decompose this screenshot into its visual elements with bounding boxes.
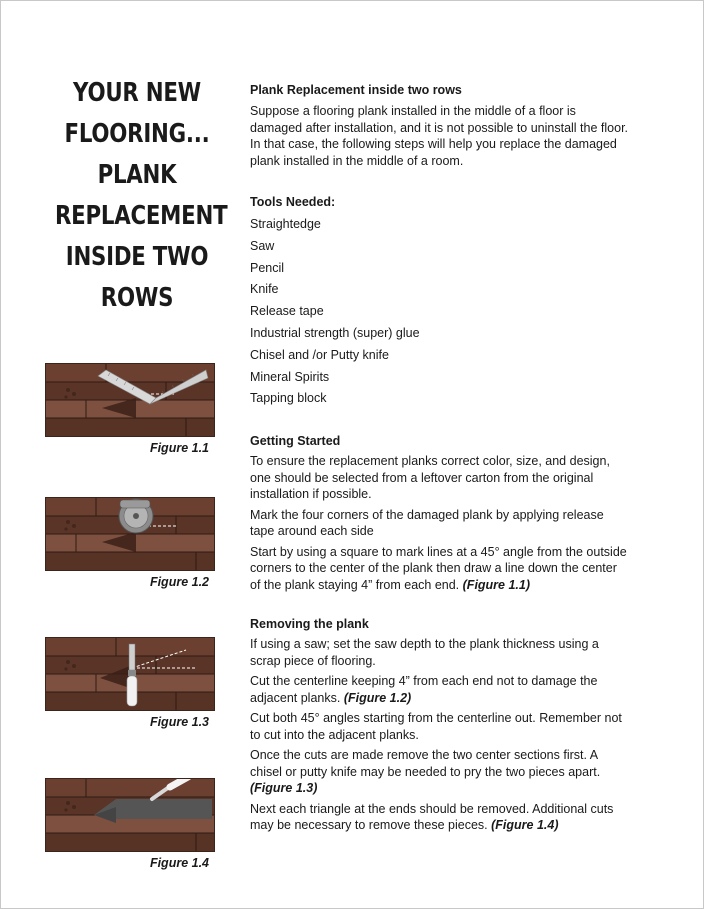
removing-paragraph: Cut both 45° angles starting from the centerline out. Remember not to cut into the adjacent planks. (250, 711, 622, 742)
getting-started-paragraph: Mark the four corners of the damaged plank by applying release tape around each side (250, 507, 604, 539)
removing-paragraph (250, 673, 630, 706)
sidebar (1, 1, 241, 908)
removing-paragraph: If using a saw; set the saw depth to the plank thickness using a scrap piece of flooring. (250, 637, 599, 668)
intro-paragraph: Suppose a flooring plank installed in the middle of a floor is damaged after installation, and it is not possible to uninstall the floor. In that case, the following steps will help you replace the damaged plank installed in the middle of a room. (250, 104, 629, 168)
tools-section (250, 193, 630, 410)
wood-floor-chisel-illustration (46, 638, 214, 710)
removing-paragraph (250, 801, 630, 834)
tool-item: Release tape (250, 304, 324, 319)
title-line: REPLACEMENT (55, 201, 228, 231)
tool-item: Mineral Spirits (250, 369, 330, 384)
wood-floor-saw-illustration (46, 498, 214, 570)
tool-item: Straightedge (250, 217, 321, 231)
paragraph-text: Start by using a square to mark lines at a 45° angle from the outside corners to the center of the plank then draw a line down the center of the plank staying 4” from each end. (250, 544, 627, 592)
getting-started-section (250, 432, 630, 593)
figure-image (45, 363, 215, 437)
tool-item: Saw (250, 238, 275, 253)
figure-image (45, 497, 215, 571)
figure-reference: (Figure 1.3) (250, 781, 318, 796)
figure-caption: Figure 1.4 (149, 856, 209, 870)
removing-heading: Removing the plank (250, 617, 369, 632)
wood-floor-putty-knife-illustration (46, 779, 214, 851)
section-heading: Plank Replacement inside two rows (250, 83, 462, 97)
tool-item: Chisel and /or Putty knife (250, 347, 389, 362)
figure-1-2 (45, 497, 215, 589)
paragraph-text: Cut the centerline keeping 4” from each end not to damage the adjacent planks. (250, 674, 598, 705)
paragraph-text: Once the cuts are made remove the two center sections first. A chisel or putty knife may be needed to pry the two pieces apart. (250, 748, 601, 779)
tool-item: Pencil (250, 260, 285, 275)
tools-heading: Tools Needed: (250, 195, 336, 209)
figure-1-3 (45, 637, 215, 729)
tool-item: Tapping block (250, 391, 327, 406)
title-line: ROWS (100, 283, 174, 313)
title-line: INSIDE TWO (65, 242, 209, 272)
figure-caption: Figure 1.1 (149, 441, 209, 455)
figure-1-1 (45, 363, 215, 455)
removing-paragraph (250, 747, 630, 797)
removing-section (250, 615, 630, 834)
figure-reference: (Figure 1.4) (491, 818, 559, 833)
paragraph-text: Next each triangle at the ends should be removed. Additional cuts may be necessary to remove these pieces. (250, 801, 614, 833)
getting-started-paragraph (250, 544, 630, 594)
title-line: FLOORING... (64, 119, 210, 149)
title-line: PLANK (97, 160, 177, 190)
wood-floor-square-illustration (46, 364, 214, 436)
main-content (250, 81, 630, 838)
figure-image (45, 637, 215, 711)
tools-list (250, 214, 630, 410)
figure-reference: (Figure 1.2) (343, 690, 412, 705)
figure-caption: Figure 1.2 (149, 575, 209, 589)
tool-item: Industrial strength (super) glue (250, 325, 420, 340)
page-title (37, 73, 237, 319)
figure-reference: (Figure 1.1) (462, 577, 531, 592)
getting-started-paragraph: To ensure the replacement planks correct color, size, and design, one should be selected from a leftover carton from the original installation if possible. (250, 454, 610, 502)
figure-image (45, 778, 215, 852)
getting-started-heading: Getting Started (250, 434, 341, 449)
figure-caption: Figure 1.3 (149, 715, 209, 729)
figure-1-4 (45, 778, 215, 870)
title-line: YOUR NEW (73, 78, 201, 108)
tool-item: Knife (250, 282, 279, 297)
